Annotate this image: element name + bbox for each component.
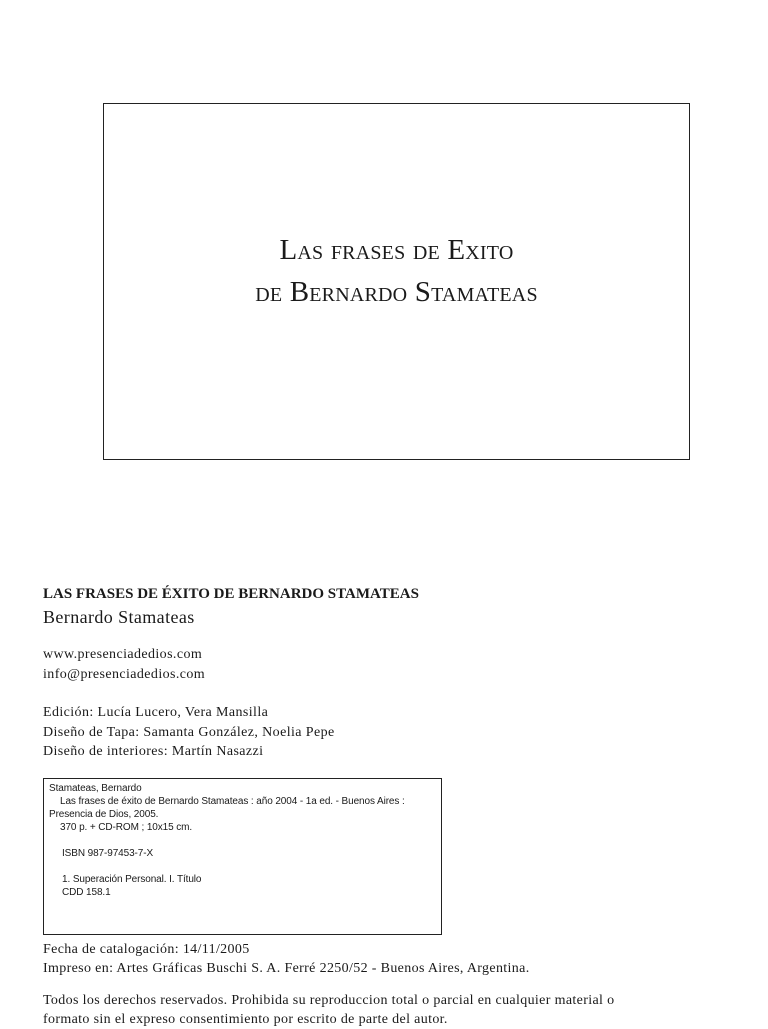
cover-design-credit: Diseño de Tapa: Samanta González, Noelia Pepe bbox=[43, 723, 723, 743]
catalog-title: Las frases de éxito de Bernardo Stamateas : año 2004 - 1a ed. - Buenos Aires : bbox=[49, 795, 436, 808]
catalog-publisher: Presencia de Dios, 2005. bbox=[49, 808, 436, 821]
catalog-record-box bbox=[43, 778, 442, 935]
title-frame bbox=[103, 103, 690, 460]
catalog-subjects: 1. Superación Personal. I. Título bbox=[49, 873, 436, 886]
rights-notice-line-2: formato sin el expreso consentimiento por escrito de parte del autor. bbox=[43, 1011, 733, 1029]
book-title-line-2: de Bernardo Stamateas bbox=[255, 273, 538, 312]
edition-credit: Edición: Lucía Lucero, Vera Mansilla bbox=[43, 703, 723, 723]
book-title-line-1: Las frases de Exito bbox=[280, 231, 514, 270]
catalog-isbn: ISBN 987-97453-7-X bbox=[49, 847, 436, 860]
printer-info: Impreso en: Artes Gráficas Buschi S. A. Ferré 2250/52 - Buenos Aires, Argentina. bbox=[43, 960, 733, 979]
credits-author: Bernardo Stamateas bbox=[43, 603, 723, 631]
email-text: info@presenciadedios.com bbox=[43, 665, 723, 685]
catalog-author: Stamateas, Bernardo bbox=[49, 782, 436, 795]
credits-block bbox=[43, 585, 723, 762]
catalog-physical: 370 p. + CD-ROM ; 10x15 cm. bbox=[49, 821, 436, 834]
imprint-footer bbox=[43, 941, 733, 1029]
catalog-date: Fecha de catalogación: 14/11/2005 bbox=[43, 941, 733, 960]
rights-notice-line-1: Todos los derechos reservados. Prohibida su reproduccion total o parcial en cualquier material o bbox=[43, 992, 733, 1011]
website-text: www.presenciadedios.com bbox=[43, 645, 723, 665]
interior-design-credit: Diseño de interiores: Martín Nasazzi bbox=[43, 742, 723, 762]
credits-book-title: LAS FRASES DE ÉXITO DE BERNARDO STAMATEAS bbox=[43, 585, 723, 603]
catalog-cdd: CDD 158.1 bbox=[49, 886, 436, 899]
